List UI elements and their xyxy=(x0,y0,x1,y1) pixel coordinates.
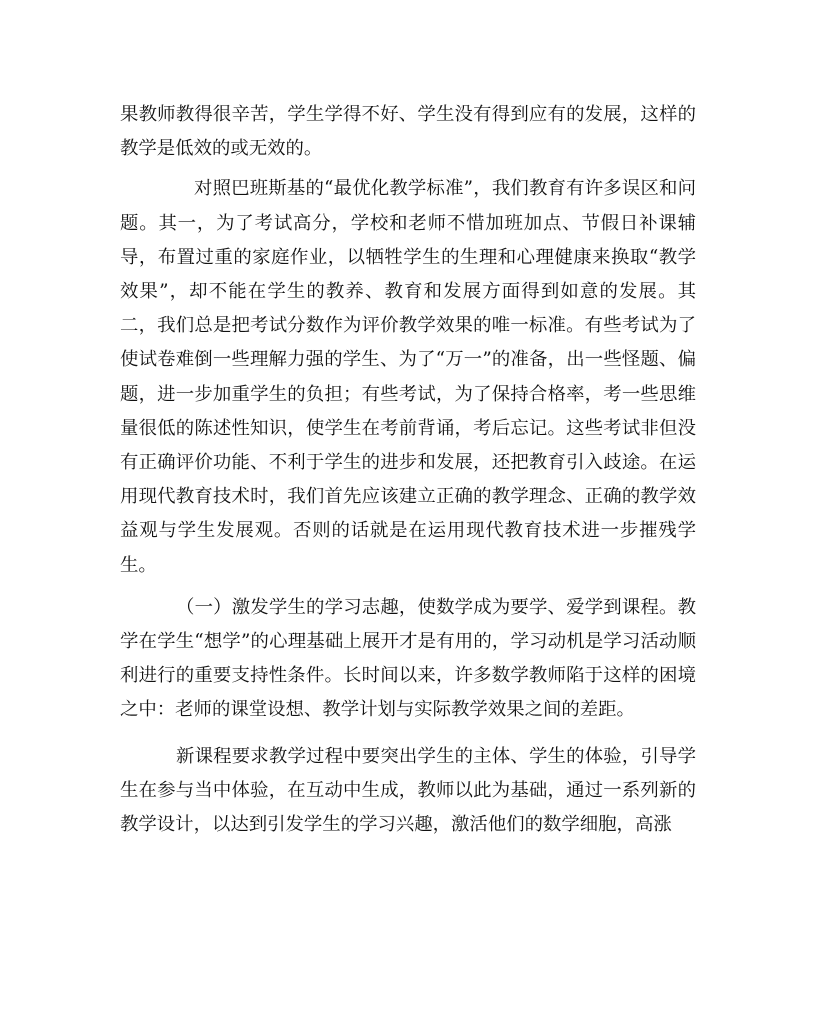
document-body xyxy=(120,98,696,842)
paragraph-4: 新课程要求教学过程中要突出学生的主体、学生的体验，引导学生在参与当中体验，在互动中生成，教师以此为基础，通过一系列新的教学设计，以达到引发学生的学习兴趣，激活他们的数学细胞，高涨 xyxy=(120,745,696,836)
paragraph-3: （一）激发学生的学习志趣，使数学成为要学、爱学到课程。教学在学生“想学”的心理基础上展开才是有用的，学习动机是学习活动顺利进行的重要支持性条件。长时间以来，许多数学教师陷于这样的困境之中：老师的课堂设想、教学计划与实际教学效果之间的差距。 xyxy=(120,596,696,721)
paragraph-2: 对照巴班斯基的“最优化教学标准”，我们教育有许多误区和问题。其一，为了考试高分，学校和老师不惜加班加点、节假日补课辅导，布置过重的家庭作业，以牺牲学生的生理和心理健康来换取“教学效果”，却不能在学生的教养、教育和发展方面得到如意的发展。其二，我们总是把考试分数作为评价教学效果的唯一标准。有些考试为了使试卷难倒一些理解力强的学生、为了“万一”的准备，出一些怪题、偏题，进一步加重学生的负担；有些考试，为了保持合格率，考一些思维量很低的陈述性知识，使学生在考前背诵，考后忘记。这些考试非但没有正确评价功能、不利于学生的进步和发展，还把教育引入歧途。在运用现代教育技术时，我们首先应该建立正确的教学理念、正确的教学效益观与学生发展观。否则的话就是在运用现代教育技术进一步摧残学生。 xyxy=(120,178,696,576)
paragraph-1: 果教师教得很辛苦，学生学得不好、学生没有得到应有的发展，这样的教学是低效的或无效的。 xyxy=(120,104,696,160)
